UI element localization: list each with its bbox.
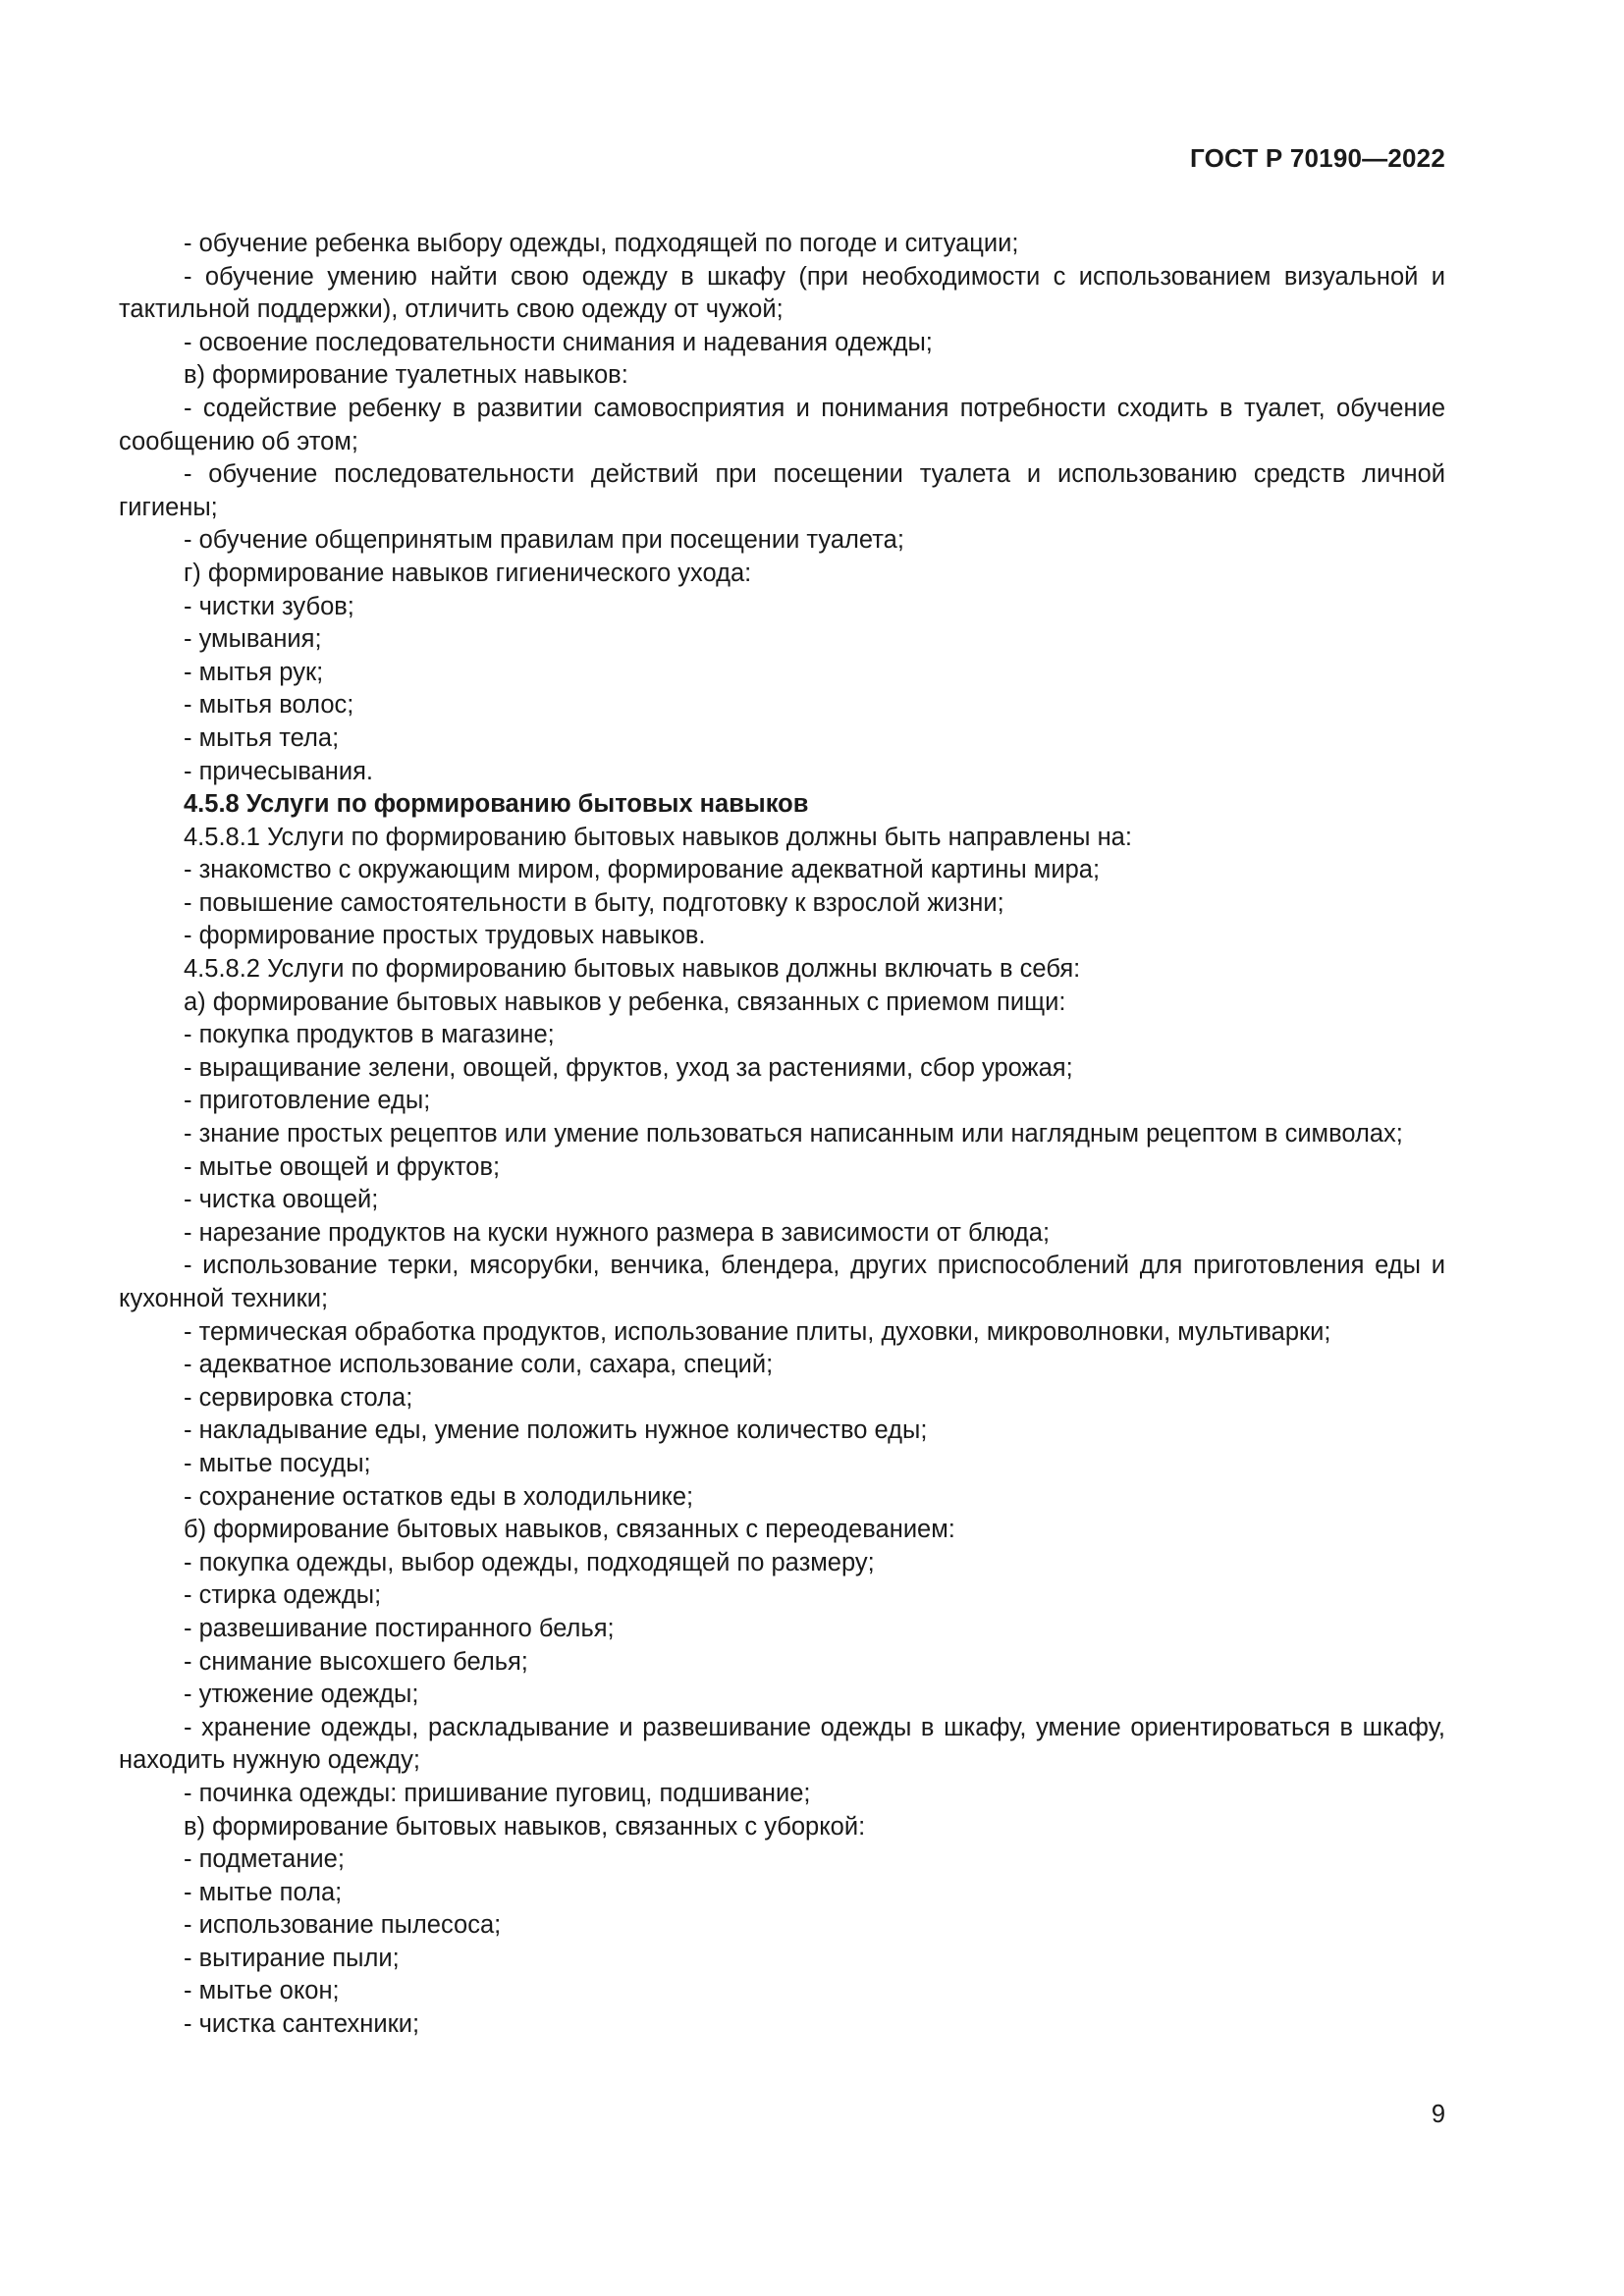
- document-body: [119, 228, 1445, 2042]
- paragraph: - использование пылесоса;: [184, 1911, 502, 1940]
- paragraph: - починка одежды: пришивание пуговиц, подшивание;: [184, 1779, 811, 1807]
- paragraph: - сохранение остатков еды в холодильнике;: [184, 1482, 694, 1511]
- paragraph: - мытья рук;: [184, 658, 324, 686]
- paragraph: б) формирование бытовых навыков, связанных с переодеванием:: [184, 1516, 955, 1544]
- paragraph: - обучение ребенка выбору одежды, подходящей по погоде и ситуации;: [184, 230, 1019, 257]
- paragraph: г) формирование навыков гигиенического ухода:: [184, 559, 752, 587]
- paragraph: - обучение умению найти свою одежду в шкафу (при необходимости с использованием визуальной и тактильной поддержки), отличить свою одежду от чужой;: [119, 262, 1445, 324]
- paragraph: - термическая обработка продуктов, использование плиты, духовки, микроволновки, мультиварки;: [184, 1317, 1331, 1346]
- paragraph: - покупка одежды, выбор одежды, подходящей по размеру;: [184, 1548, 875, 1576]
- paragraph: - использование терки, мясорубки, венчика, блендера, других приспособлений для приготовления еды и кухонной техники;: [119, 1252, 1445, 1312]
- paragraph: - мытье окон;: [184, 1977, 340, 2005]
- paragraph: - умывания;: [184, 625, 322, 654]
- paragraph: - мытье овощей и фруктов;: [184, 1152, 501, 1181]
- paragraph: в) формирование туалетных навыков:: [184, 361, 628, 390]
- paragraph: - сервировка стола;: [184, 1383, 413, 1412]
- paragraph: - приготовление еды;: [184, 1087, 431, 1115]
- page-number: 9: [1431, 2101, 1445, 2128]
- document-header: ГОСТ Р 70190—2022: [1190, 143, 1445, 173]
- paragraph: - чистка овощей;: [184, 1186, 379, 1214]
- paragraph: а) формирование бытовых навыков у ребенка, связанных с приемом пищи:: [184, 988, 1066, 1016]
- paragraph: - утюжение одежды;: [184, 1681, 419, 1709]
- paragraph: - обучение общепринятым правилам при посещении туалета;: [184, 526, 904, 555]
- paragraph: 4.5.8.2 Услуги по формированию бытовых навыков должны включать в себя:: [184, 955, 1081, 984]
- paragraph: - подметание;: [184, 1845, 345, 1874]
- paragraph: - развешивание постиранного белья;: [184, 1614, 615, 1642]
- paragraph: - чистки зубов;: [184, 592, 354, 620]
- paragraph: - покупка продуктов в магазине;: [184, 1021, 555, 1049]
- paragraph: - нарезание продуктов на куски нужного размера в зависимости от блюда;: [184, 1218, 1051, 1247]
- paragraph: - обучение последовательности действий при посещении туалета и использованию средств личной гигиены;: [119, 460, 1445, 521]
- paragraph: - мытья тела;: [184, 723, 340, 752]
- paragraph: - мытье пола;: [184, 1878, 343, 1906]
- paragraph: - знакомство с окружающим миром, формирование адекватной картины мира;: [184, 856, 1101, 884]
- paragraph: в) формирование бытовых навыков, связанных с уборкой:: [184, 1812, 866, 1841]
- paragraph: - чистка сантехники;: [184, 2010, 420, 2039]
- paragraph: 4.5.8.1 Услуги по формированию бытовых навыков должны быть направлены на:: [184, 823, 1132, 851]
- paragraph: - хранение одежды, раскладывание и развешивание одежды в шкафу, умение ориентироваться в шкафу, находить нужную одежду;: [119, 1713, 1445, 1775]
- paragraph: - причесывания.: [184, 757, 374, 785]
- paragraph: - выращивание зелени, овощей, фруктов, уход за растениями, сбор урожая;: [184, 1053, 1073, 1082]
- paragraph: - содействие ребенку в развитии самовосприятия и понимания потребности сходить в туалет, обучение сообщению об этом;: [119, 394, 1445, 455]
- paragraph: - повышение самостоятельности в быту, подготовку к взрослой жизни;: [184, 888, 1004, 917]
- paragraph: - стирка одежды;: [184, 1581, 382, 1610]
- section-heading: 4.5.8 Услуги по формированию бытовых навыков: [184, 790, 809, 819]
- paragraph: - мытья волос;: [184, 691, 354, 720]
- paragraph: - мытье посуды;: [184, 1449, 371, 1477]
- paragraph: - вытирание пыли;: [184, 1944, 400, 1972]
- paragraph: - адекватное использование соли, сахара, специй;: [184, 1351, 774, 1379]
- paragraph: - формирование простых трудовых навыков.: [184, 922, 706, 950]
- paragraph: - знание простых рецептов или умение пользоваться написанным или наглядным рецептом в символах;: [184, 1120, 1403, 1148]
- paragraph: - накладывание еды, умение положить нужное количество еды;: [184, 1416, 928, 1445]
- paragraph: - освоение последовательности снимания и надевания одежды;: [184, 328, 933, 356]
- paragraph: - снимание высохшего белья;: [184, 1647, 528, 1676]
